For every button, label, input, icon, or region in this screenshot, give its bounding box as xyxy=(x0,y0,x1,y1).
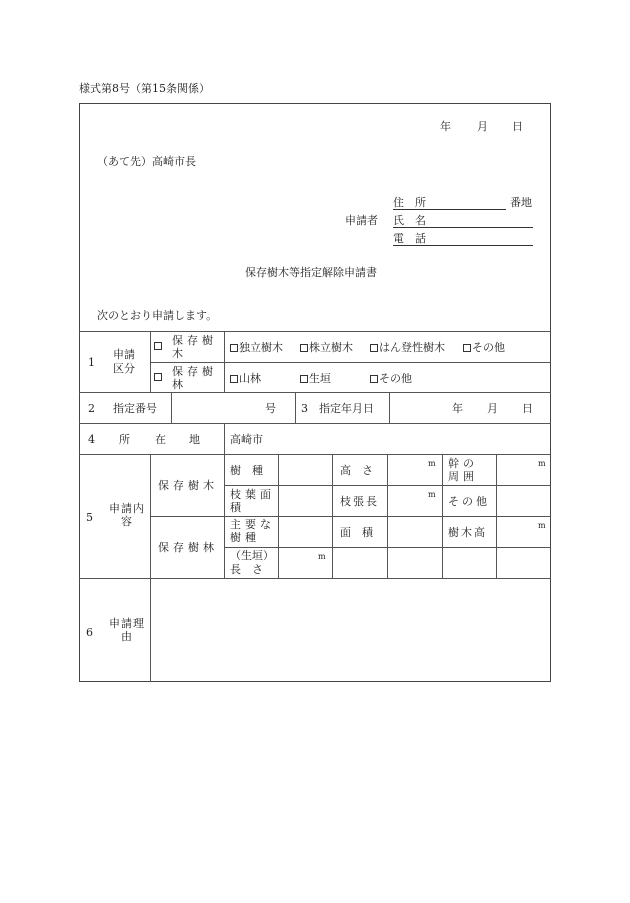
checkbox-icon[interactable] xyxy=(463,344,471,352)
option-hedge[interactable] xyxy=(300,372,331,385)
col-divider xyxy=(295,392,296,423)
category-tree: 保存樹木 xyxy=(172,334,217,360)
col-divider xyxy=(224,331,225,392)
designation-year: 年 xyxy=(452,402,463,415)
hedge-label-line1: （生垣） xyxy=(230,549,274,562)
option-forest-other[interactable] xyxy=(370,372,412,385)
col-divider xyxy=(496,454,497,578)
designation-day: 日 xyxy=(522,402,533,415)
checkbox-icon[interactable] xyxy=(370,375,378,383)
location-label-2: 在 xyxy=(155,433,166,446)
designation-month: 月 xyxy=(487,402,498,415)
col-divider xyxy=(150,331,151,392)
unit-trunk: m xyxy=(538,459,546,468)
col-divider xyxy=(278,454,279,578)
option-label: 独立樹木 xyxy=(239,341,283,354)
option-clump-tree[interactable] xyxy=(300,341,353,354)
section2-number: 2 xyxy=(88,402,95,415)
hedge-label-line2: 長 さ xyxy=(230,563,263,576)
option-label: 生垣 xyxy=(309,372,331,385)
date-month: 月 xyxy=(477,120,488,133)
checkbox-tree[interactable] xyxy=(154,342,162,350)
tree-category: 保存樹木 xyxy=(158,479,218,492)
main-species-label: 主要な樹種 xyxy=(230,518,275,544)
col-divider xyxy=(389,392,390,423)
date-day: 日 xyxy=(512,120,523,133)
row-divider xyxy=(150,516,551,517)
col-divider xyxy=(171,392,172,423)
option-mountain-forest[interactable] xyxy=(230,372,261,385)
section1-number: 1 xyxy=(88,356,95,369)
option-label: 山林 xyxy=(239,372,261,385)
unit-spread: m xyxy=(428,490,436,499)
section1-label-line2: 区分 xyxy=(113,362,135,375)
phone-underline[interactable] xyxy=(393,245,533,246)
col-divider xyxy=(442,454,443,578)
section4-number: 4 xyxy=(88,433,95,446)
section2-label: 指定番号 xyxy=(113,402,157,415)
species-label: 樹 種 xyxy=(230,464,263,477)
height-label: 高 さ xyxy=(340,464,373,477)
section1-label-line1: 申請 xyxy=(113,348,135,361)
tree-other-label: その他 xyxy=(448,495,490,508)
section6-number: 6 xyxy=(86,626,93,639)
option-label: その他 xyxy=(379,372,412,385)
form-number: 様式第8号（第15条関係） xyxy=(79,82,210,95)
checkbox-icon[interactable] xyxy=(300,344,308,352)
date-year: 年 xyxy=(440,120,451,133)
address-label: 住 所 xyxy=(393,196,426,209)
section5-number: 5 xyxy=(86,511,93,524)
area-label: 面 積 xyxy=(340,526,373,539)
option-label: はん登性樹木 xyxy=(379,341,445,354)
category-forest: 保存樹林 xyxy=(172,365,217,391)
intro-text: 次のとおり申請します。 xyxy=(97,309,218,322)
designation-number-suffix: 号 xyxy=(265,402,276,415)
phone-label: 電 話 xyxy=(393,232,426,245)
checkbox-icon[interactable] xyxy=(370,344,378,352)
unit-hedge: m xyxy=(318,552,326,561)
forest-category: 保存樹林 xyxy=(158,541,218,554)
col-divider xyxy=(224,423,225,454)
checkbox-forest[interactable] xyxy=(154,373,162,381)
section3-label: 指定年月日 xyxy=(319,402,374,415)
option-label: 株立樹木 xyxy=(309,341,353,354)
location-label-3: 地 xyxy=(189,433,200,446)
row-divider xyxy=(150,362,551,363)
location-label-1: 所 xyxy=(119,433,130,446)
unit-height: m xyxy=(428,459,436,468)
option-climbing-tree[interactable] xyxy=(370,341,445,354)
option-label: その他 xyxy=(472,341,505,354)
checkbox-icon[interactable] xyxy=(300,375,308,383)
section5-label: 申請内容 xyxy=(109,502,145,528)
row-divider xyxy=(79,423,551,424)
trunk-label: 幹の周囲 xyxy=(448,457,478,483)
name-label: 氏 名 xyxy=(393,214,426,227)
checkbox-icon[interactable] xyxy=(230,375,238,383)
address-suffix: 番地 xyxy=(510,196,532,209)
leaf-area-label: 枝葉面積 xyxy=(230,488,275,514)
row-divider xyxy=(79,392,551,393)
col-divider xyxy=(387,454,388,578)
checkbox-icon[interactable] xyxy=(230,344,238,352)
name-underline[interactable] xyxy=(393,227,533,228)
section6-label: 申請理由 xyxy=(109,617,145,643)
location-value: 高崎市 xyxy=(230,433,263,446)
reason-input-area[interactable] xyxy=(151,579,550,681)
addressee: （あて先）高崎市長 xyxy=(97,155,196,168)
option-tree-other[interactable] xyxy=(463,341,505,354)
col-divider xyxy=(224,454,225,578)
address-underline[interactable] xyxy=(393,209,506,210)
col-divider xyxy=(332,454,333,578)
document-title: 保存樹木等指定解除申請書 xyxy=(245,266,377,279)
tree-height-label: 樹木高 xyxy=(448,526,487,539)
section3-number: 3 xyxy=(301,402,308,415)
unit-tree-height: m xyxy=(538,521,546,530)
option-independent-tree[interactable] xyxy=(230,341,283,354)
applicant-label: 申請者 xyxy=(345,214,378,227)
spread-label: 枝張長 xyxy=(340,495,379,508)
